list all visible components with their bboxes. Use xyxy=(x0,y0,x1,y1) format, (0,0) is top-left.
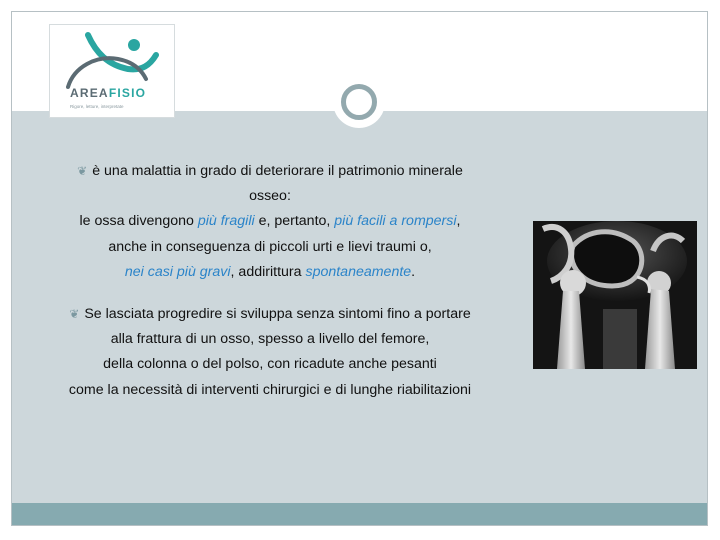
text-line xyxy=(20,378,520,403)
text-segment: , xyxy=(456,213,461,230)
text-segment: , addirittura xyxy=(230,263,306,280)
leaf-bullet-icon: ❦ xyxy=(77,164,88,178)
text-segment: come la necessità di interventi chirurgici e di lunghe riabilitazioni xyxy=(68,381,472,398)
text-line xyxy=(20,302,520,327)
highlighted-text: più fragili xyxy=(197,213,255,230)
areafisio-logo xyxy=(49,24,175,118)
highlighted-text: nei casi più gravi xyxy=(124,263,231,280)
slide-body-text xyxy=(20,159,520,403)
text-segment: Se lasciata progredire si sviluppa senza sintomi fino a portare xyxy=(84,306,471,323)
highlighted-text: più facili a rompersi xyxy=(334,213,457,230)
bullet-paragraph xyxy=(20,159,520,285)
leaf-bullet-icon: ❦ xyxy=(69,307,80,322)
text-line xyxy=(20,260,520,285)
text-segment: è una malattia in grado di deteriorare il patrimonio minerale xyxy=(92,163,463,179)
text-segment: e, pertanto, xyxy=(254,213,335,230)
highlighted-text: spontaneamente xyxy=(305,263,412,280)
text-line xyxy=(20,327,520,352)
bullet-paragraph xyxy=(20,302,520,403)
text-segment: le ossa divengono xyxy=(79,213,198,230)
text-line xyxy=(20,184,520,209)
logo-tagline: Rigore, letture, interpretate xyxy=(70,104,124,109)
text-segment: anche in conseguenza di piccoli urti e lievi traumi o, xyxy=(108,238,432,255)
logo-word-fisio: FISIO xyxy=(108,86,147,100)
logo-word-area: AREA xyxy=(70,86,109,100)
text-line xyxy=(20,352,520,377)
text-line xyxy=(20,209,520,234)
slide-footer-bar xyxy=(12,503,707,525)
text-segment: osseo: xyxy=(249,188,291,205)
logo-wordmark xyxy=(70,86,146,100)
pelvis-xray-image xyxy=(533,221,697,369)
text-segment: . xyxy=(411,263,416,280)
text-segment: alla frattura di un osso, spesso a livello del femore, xyxy=(110,331,430,348)
text-line xyxy=(20,235,520,260)
text-line xyxy=(20,159,520,184)
text-segment: della colonna o del polso, con ricadute anche pesanti xyxy=(103,356,437,373)
ring-circle-inner xyxy=(341,84,377,120)
